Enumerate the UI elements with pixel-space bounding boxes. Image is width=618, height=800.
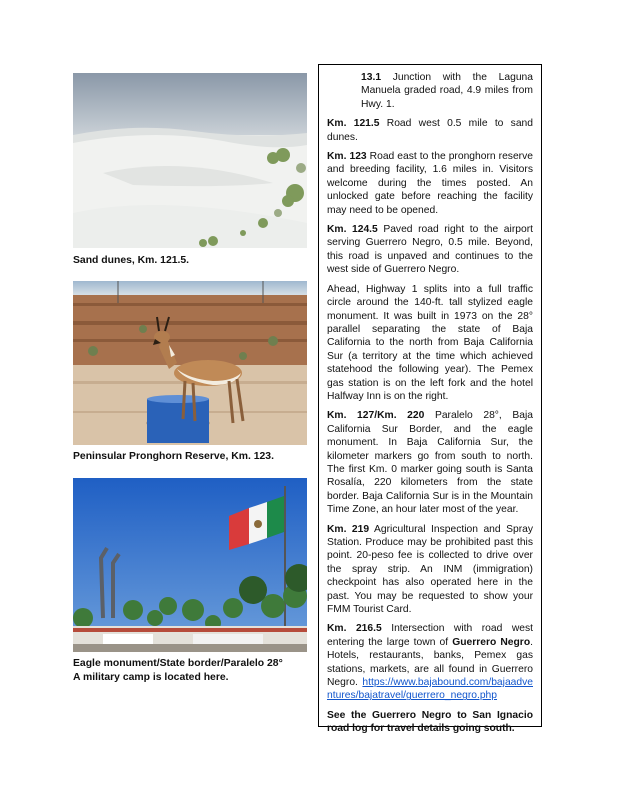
entry-text: Agricultural Inspection and Spray Station. Produce may be prohibited past this point. 20-peso fee is collected to drive over the spray strip. An INM (immigration) checkpoint has also operated here in the past. You may be requested to show your FMM Tourist Card.: [327, 523, 533, 616]
entry-km-216-5: [327, 622, 533, 702]
entry-km-124-5: [327, 223, 533, 277]
entry-km-127-220: [327, 409, 533, 516]
photo-caption-eagle-line1: Eagle monument/State border/Paralelo 28°: [73, 658, 283, 669]
entry-km-123: [327, 150, 533, 217]
sand-dunes-photo: [73, 73, 307, 248]
final-note: See the Guerrero Negro to San Ignacio road log for travel details going south.: [327, 709, 533, 735]
entry-text: Intersection with road west entering the large town of: [327, 623, 533, 648]
intro-text: Junction with the Laguna Manuela graded road, 4.9 miles from Hwy. 1.: [361, 72, 533, 110]
entry-text: Road east to the pronghorn reserve and breeding facility, 1.6 miles in. Visitors welcome during the times posted. An unlocked gate before reaching the facility may need to be opened.: [327, 151, 533, 216]
entry-km-label: Km. 127/Km. 220: [327, 410, 425, 422]
intro-entry: [327, 71, 533, 111]
entry-text: Paralelo 28°, Baja California Sur Border, and the eagle monument. In Baja California Sur, the kilometer markers go from south to north. The first Km. 0 marker going south is Santa Rosalía, 220 kilometers from the state border. Baja California Sur is in the Mountain Time Zone, an hour later most of the year.: [327, 410, 533, 516]
entry-km-219: [327, 523, 533, 617]
entry-text: Paved road right to the airport serving Guerrero Negro, 0.5 mile. Beyond, this road is unpaved and continues to the west side of Guerrero Negro.: [327, 224, 533, 276]
photo-caption-sand-dunes: Sand dunes, Km. 121.5.: [73, 255, 190, 266]
entry-km-label: Km. 219: [327, 523, 370, 535]
ahead-paragraph: Ahead, Highway 1 splits into a full traffic circle around the 140-ft. tall stylized eagle monument. It was built in 1973 on the 28° parallel separating the state of Baja California to the north from Baja California Sur (a territory at the time which achieved statehood the following year). The Pemex gas station is on the left fork and the hotel Halfway Inn is on the right.: [327, 283, 533, 402]
pronghorn-reserve-photo: [73, 281, 307, 445]
entry-km-label: Km. 121.5: [327, 118, 380, 130]
photo-caption-eagle-line2: A military camp is located here.: [73, 672, 229, 683]
entry-km-121-5: [327, 117, 533, 144]
entry-km-label: Km. 123: [327, 151, 367, 163]
eagle-monument-photo: [73, 478, 307, 652]
entry-km-label: Km. 124.5: [327, 224, 378, 236]
road-log-textbox: [318, 64, 542, 735]
intro-km: 13.1: [361, 72, 382, 83]
guerrero-negro-link[interactable]: https://www.bajabound.com/bajaadventures/bajatravel/guerrero_negro.php: [327, 677, 533, 702]
entry-km-label: Km. 216.5: [327, 623, 382, 635]
town-name: Guerrero Negro: [452, 636, 531, 648]
photo-caption-pronghorn: Peninsular Pronghorn Reserve, Km. 123.: [73, 451, 274, 462]
entry-text-after: . Hotels, restaurants, banks, Pemex gas stations, markets, are all found in Guerrero Negro.: [327, 636, 533, 689]
entry-text: Road west 0.5 mile to sand dunes.: [327, 118, 533, 143]
